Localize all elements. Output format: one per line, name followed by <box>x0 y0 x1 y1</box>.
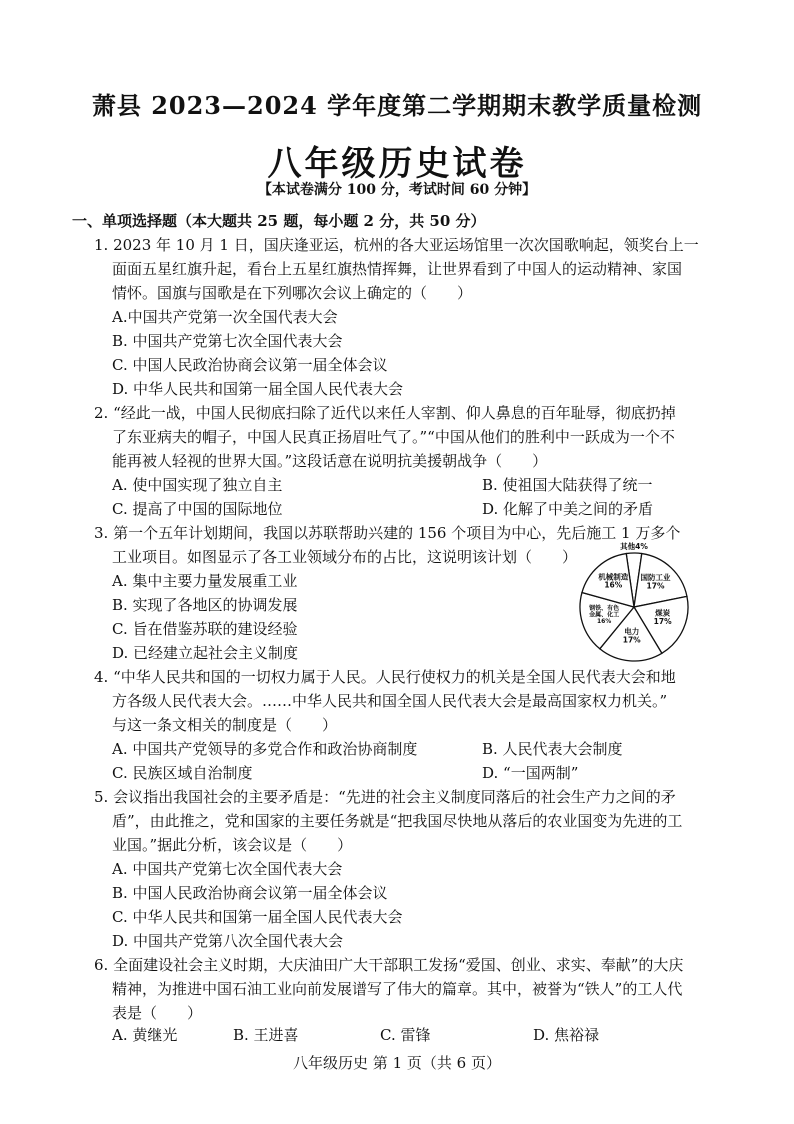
q1-option-d: D. 中华人民共和国第一届全国人民代表大会 <box>112 380 404 398</box>
q4-option-d: D. “一国两制” <box>482 764 579 782</box>
q5-line-3: 业国。”据此分析，该会议是（ ） <box>112 836 353 854</box>
pie-label: 机械制造 16% <box>598 572 629 590</box>
q3-line-2: 工业项目。如图显示了各工业领域分布的占比，这说明该计划（ ） <box>112 548 578 566</box>
q4-option-a: A. 中国共产党领导的多党合作和政治协商制度 <box>112 740 418 758</box>
q4-line-2: 方各级人民代表大会。……中华人民共和国全国人民代表大会是最高国家权力机关。” <box>112 692 668 710</box>
q5-line-2: 盾”，由此推之，党和国家的主要任务就是“把我国尽快地从落后的农业国变为先进的工 <box>112 812 683 830</box>
q3-line-1: 3. 第一个五年计划期间，我国以苏联帮助兴建的 156 个项目为中心，先后施工 1 万多个 <box>94 524 681 542</box>
q1-line-2: 面面五星红旗升起，看台上五星红旗热情挥舞，让世界看到了中国人的运动精神、家国 <box>112 260 683 278</box>
q5-option-a: A. 中国共产党第七次全国代表大会 <box>112 860 343 878</box>
q6-option-b: B. 王进喜 <box>233 1026 299 1044</box>
page-footer: 八年级历史 第 1 页（共 6 页） <box>293 1054 501 1072</box>
pie-label: 煤炭 17% <box>653 608 672 626</box>
q4-line-1: 4. “中华人民共和国的一切权力属于人民。人民行使权力的机关是全国人民代表大会和地 <box>94 668 676 686</box>
q6-line-2: 精神，为推进中国石油工业向前发展谱写了伟大的篇章。其中，被誉为“铁人”的工人代 <box>112 980 683 998</box>
q6-option-c: C. 雷锋 <box>380 1026 431 1044</box>
q4-option-b: B. 人民代表大会制度 <box>482 740 623 758</box>
q3-option-c: C. 旨在借鉴苏联的建设经验 <box>112 620 298 638</box>
exam-title: 八年级历史试卷 <box>267 144 527 184</box>
q6-option-d: D. 焦裕禄 <box>533 1026 600 1044</box>
pie-label: 国防工业 17% <box>640 573 671 591</box>
page-title: 萧县 2023—2024 学年度第二学期期末教学质量检测 <box>91 91 703 120</box>
q3-option-d: D. 已经建立起社会主义制度 <box>112 644 299 662</box>
q3-option-b: B. 实现了各地区的协调发展 <box>112 596 298 614</box>
q3-option-a: A. 集中主要力量发展重工业 <box>112 572 298 590</box>
q6-option-a: A. 黄继光 <box>112 1026 178 1044</box>
q2-line-1: 2. “经此一战，中国人民彻底扫除了近代以来任人宰割、仰人鼻息的百年耻辱，彻底扔掉 <box>94 404 676 422</box>
q5-line-1: 5. 会议指出我国社会的主要矛盾是：“先进的社会主义制度同落后的社会生产力之间的矛 <box>94 788 676 806</box>
pie-label: 钢铁、有色金属、化工 16% <box>589 604 620 626</box>
q5-option-b: B. 中国人民政治协商会议第一届全体会议 <box>112 884 388 902</box>
q1-option-b: B. 中国共产党第七次全国代表大会 <box>112 332 343 350</box>
q2-line-2: 了东亚病夫的帽子，中国人民真正扬眉吐气了。”“中国从他们的胜利中一跃成为一个不 <box>112 428 675 446</box>
industry-pie-chart <box>572 529 696 667</box>
exam-info: 【本试卷满分 100 分，考试时间 60 分钟】 <box>257 182 537 198</box>
q1-line-1: 1. 2023 年 10 月 1 日，国庆逢亚运，杭州的各大亚运场馆里一次次国歌响起，领奖台上一 <box>94 236 699 254</box>
q2-option-b: B. 使祖国大陆获得了统一 <box>482 476 653 494</box>
q4-line-3: 与这一条文相关的制度是（ ） <box>112 716 338 734</box>
pie-label: 电力 17% <box>622 627 641 645</box>
q2-line-3: 能再被人轻视的世界大国。”这段话意在说明抗美援朝战争（ ） <box>112 452 548 470</box>
section-heading: 一、单项选择题（本大题共 25 题，每小题 2 分，共 50 分） <box>72 212 486 230</box>
q2-option-a: A. 使中国实现了独立自主 <box>112 476 283 494</box>
pie-label: 其他4% <box>620 542 648 551</box>
q4-option-c: C. 民族区域自治制度 <box>112 764 253 782</box>
q6-line-3: 表是（ ） <box>112 1004 203 1022</box>
q5-option-d: D. 中国共产党第八次全国代表大会 <box>112 932 344 950</box>
q1-option-a: A.中国共产党第一次全国代表大会 <box>112 308 338 326</box>
q2-option-d: D. 化解了中美之间的矛盾 <box>482 500 654 518</box>
q1-line-3: 情怀。国旗与国歌是在下列哪次会议上确定的（ ） <box>112 284 473 302</box>
q1-option-c: C. 中国人民政治协商会议第一届全体会议 <box>112 356 388 374</box>
q2-option-c: C. 提高了中国的国际地位 <box>112 500 283 518</box>
q5-option-c: C. 中华人民共和国第一届全国人民代表大会 <box>112 908 403 926</box>
q6-line-1: 6. 全面建设社会主义时期，大庆油田广大干部职工发扬“爱国、创业、求实、奉献”的大庆 <box>94 956 684 974</box>
